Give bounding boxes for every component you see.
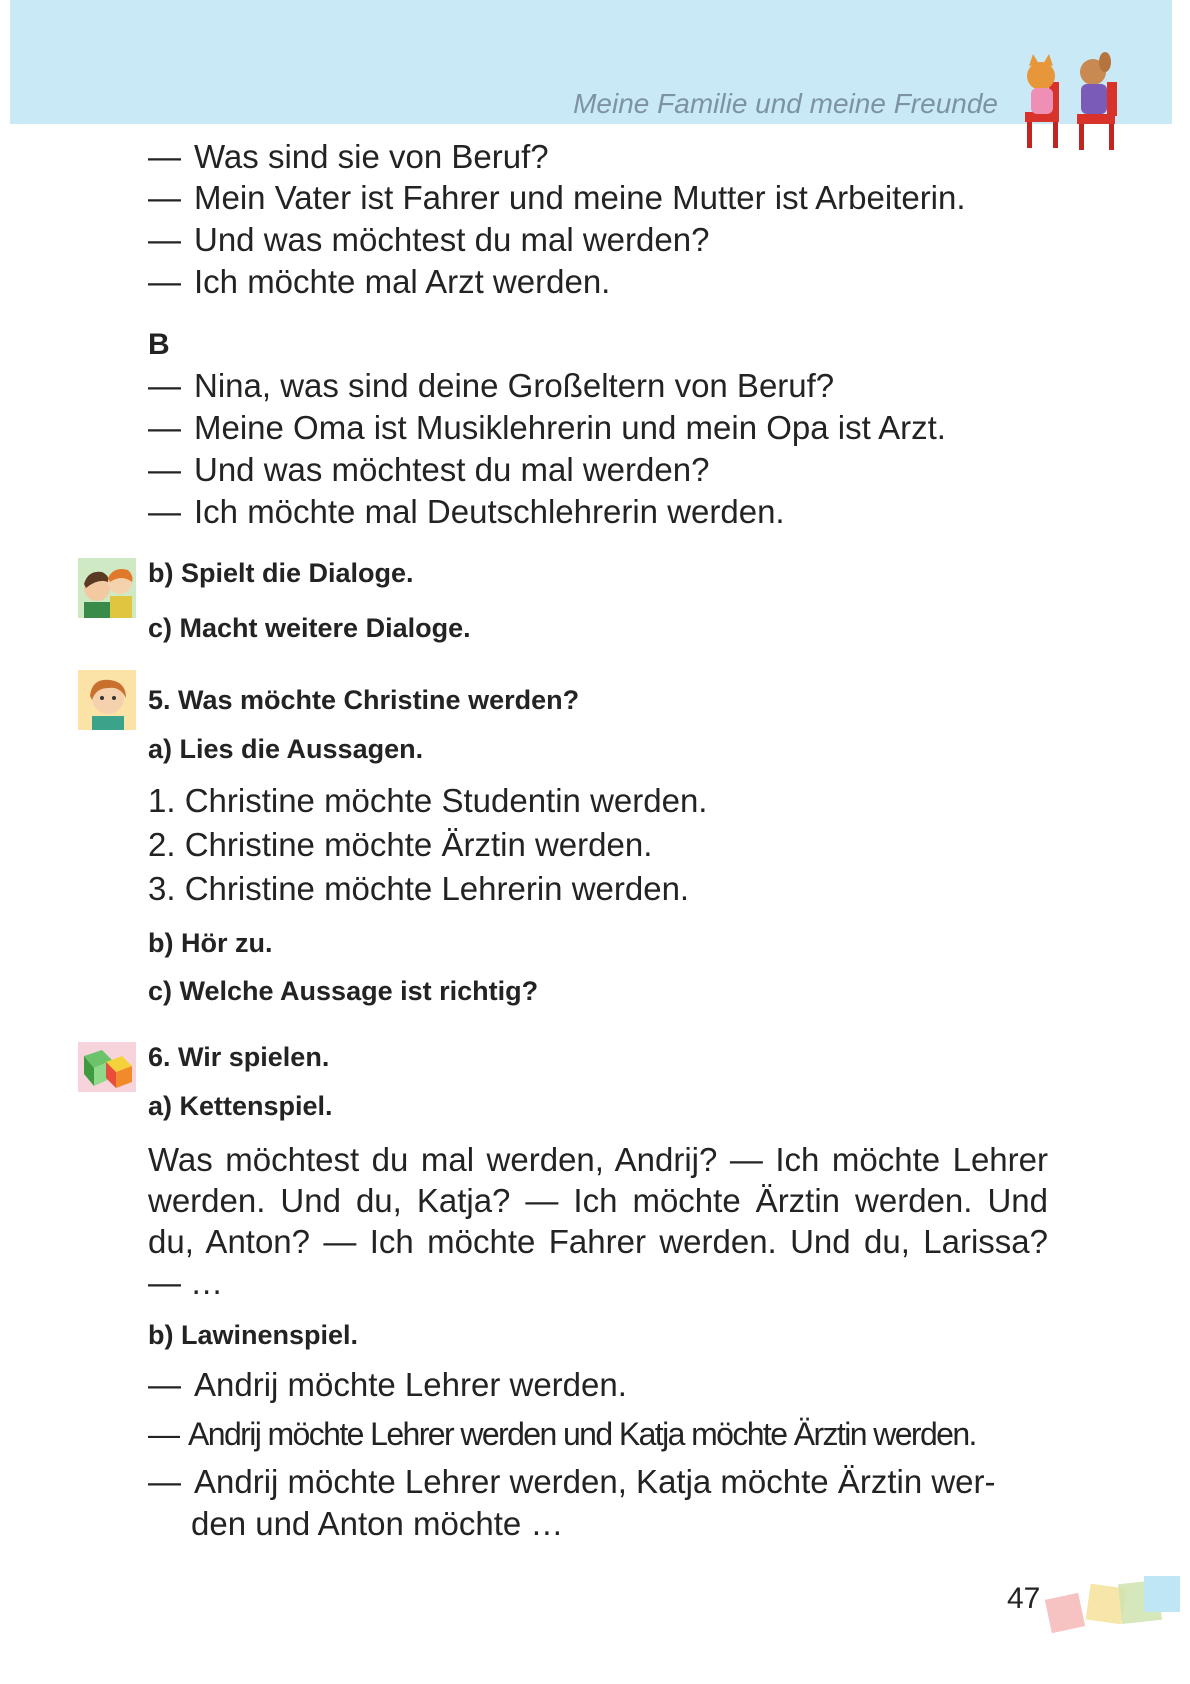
color-squares-decoration-icon <box>1040 1576 1180 1636</box>
chapter-title: Meine Familie und meine Freunde <box>573 88 998 119</box>
avalanche-text: Andrij möchte Lehrer werden und Katja möchte Ärztin werden. <box>188 1416 976 1452</box>
dialog-text: Und was möchtest du mal werden? <box>194 451 710 488</box>
task5-title: 5. Was möchte Christine werden? <box>148 685 580 715</box>
dialog-line <box>148 178 966 218</box>
avalanche-line <box>148 1462 996 1502</box>
dialog-line <box>148 262 610 302</box>
dash: — <box>148 1463 181 1500</box>
dash: — <box>148 367 181 404</box>
avalanche-line <box>148 1414 976 1454</box>
dialog-line <box>148 450 709 490</box>
dash: — <box>148 221 181 258</box>
dialog-text: Mein Vater ist Fahrer und meine Mutter ist Arbeiterin. <box>194 179 966 216</box>
dash: — <box>148 138 181 175</box>
avalanche-line <box>148 1365 627 1405</box>
chain-game-text: Was möchtest du mal werden, Andrij? — Ich möchte Lehrer werden. Und du, Katja? — Ich möchte Ärztin werden. Und du, Anton? — Ich möchte Fahrer werden. Und du, Larissa? — … <box>148 1141 1048 1301</box>
task6-title: 6. Wir spielen. <box>148 1042 330 1072</box>
page-number: 47 <box>1007 1582 1041 1615</box>
dialog-line <box>148 408 946 448</box>
statement: 3. Christine möchte Lehrerin werden. <box>148 870 690 907</box>
dash: — <box>148 1366 181 1403</box>
dice-icon <box>78 1042 136 1092</box>
dash: — <box>148 451 181 488</box>
dialog-line <box>148 492 785 532</box>
dash: — <box>148 409 181 446</box>
dialog-text: Was sind sie von Beruf? <box>194 138 549 175</box>
dialog-line <box>148 137 549 177</box>
two-children-icon <box>78 558 136 618</box>
dash: — <box>148 179 181 216</box>
cat-and-dog-illustration-icon <box>1015 52 1133 154</box>
task4-c-instruction: c) Macht weitere Dialoge. <box>148 613 471 643</box>
dash: — <box>148 493 181 530</box>
dash: — <box>148 263 181 300</box>
task6-a-instruction: a) Kettenspiel. <box>148 1091 333 1121</box>
dialog-line <box>148 220 709 260</box>
task5-c-instruction: c) Welche Aussage ist richtig? <box>148 976 539 1006</box>
task5-b-instruction: b) Hör zu. <box>148 928 273 958</box>
dialog-text: Meine Oma ist Musiklehrerin und mein Opa ist Arzt. <box>194 409 946 446</box>
avalanche-text: Andrij möchte Lehrer werden, Katja möchte Ärztin wer- <box>194 1463 996 1500</box>
statement: 1. Christine möchte Studentin werden. <box>148 782 708 819</box>
listening-girl-icon <box>78 670 136 730</box>
dialog-text: Ich möchte mal Deutschlehrerin werden. <box>194 493 785 530</box>
statement: 2. Christine möchte Ärztin werden. <box>148 826 653 863</box>
dialog-text: Und was möchtest du mal werden? <box>194 221 710 258</box>
avalanche-text: Andrij möchte Lehrer werden. <box>194 1366 627 1403</box>
dialog-line <box>148 366 834 406</box>
avalanche-line-continued: den und Anton möchte … <box>191 1505 564 1542</box>
dialog-text: Ich möchte mal Arzt werden. <box>194 263 611 300</box>
dash: — <box>148 1416 179 1452</box>
task4-b-instruction: b) Spielt die Dialoge. <box>148 558 414 588</box>
task5-a-instruction: a) Lies die Aussagen. <box>148 734 424 764</box>
dialog-b-label: B <box>148 328 170 361</box>
task6-b-instruction: b) Lawinenspiel. <box>148 1320 359 1350</box>
dialog-text: Nina, was sind deine Großeltern von Beruf? <box>194 367 835 404</box>
